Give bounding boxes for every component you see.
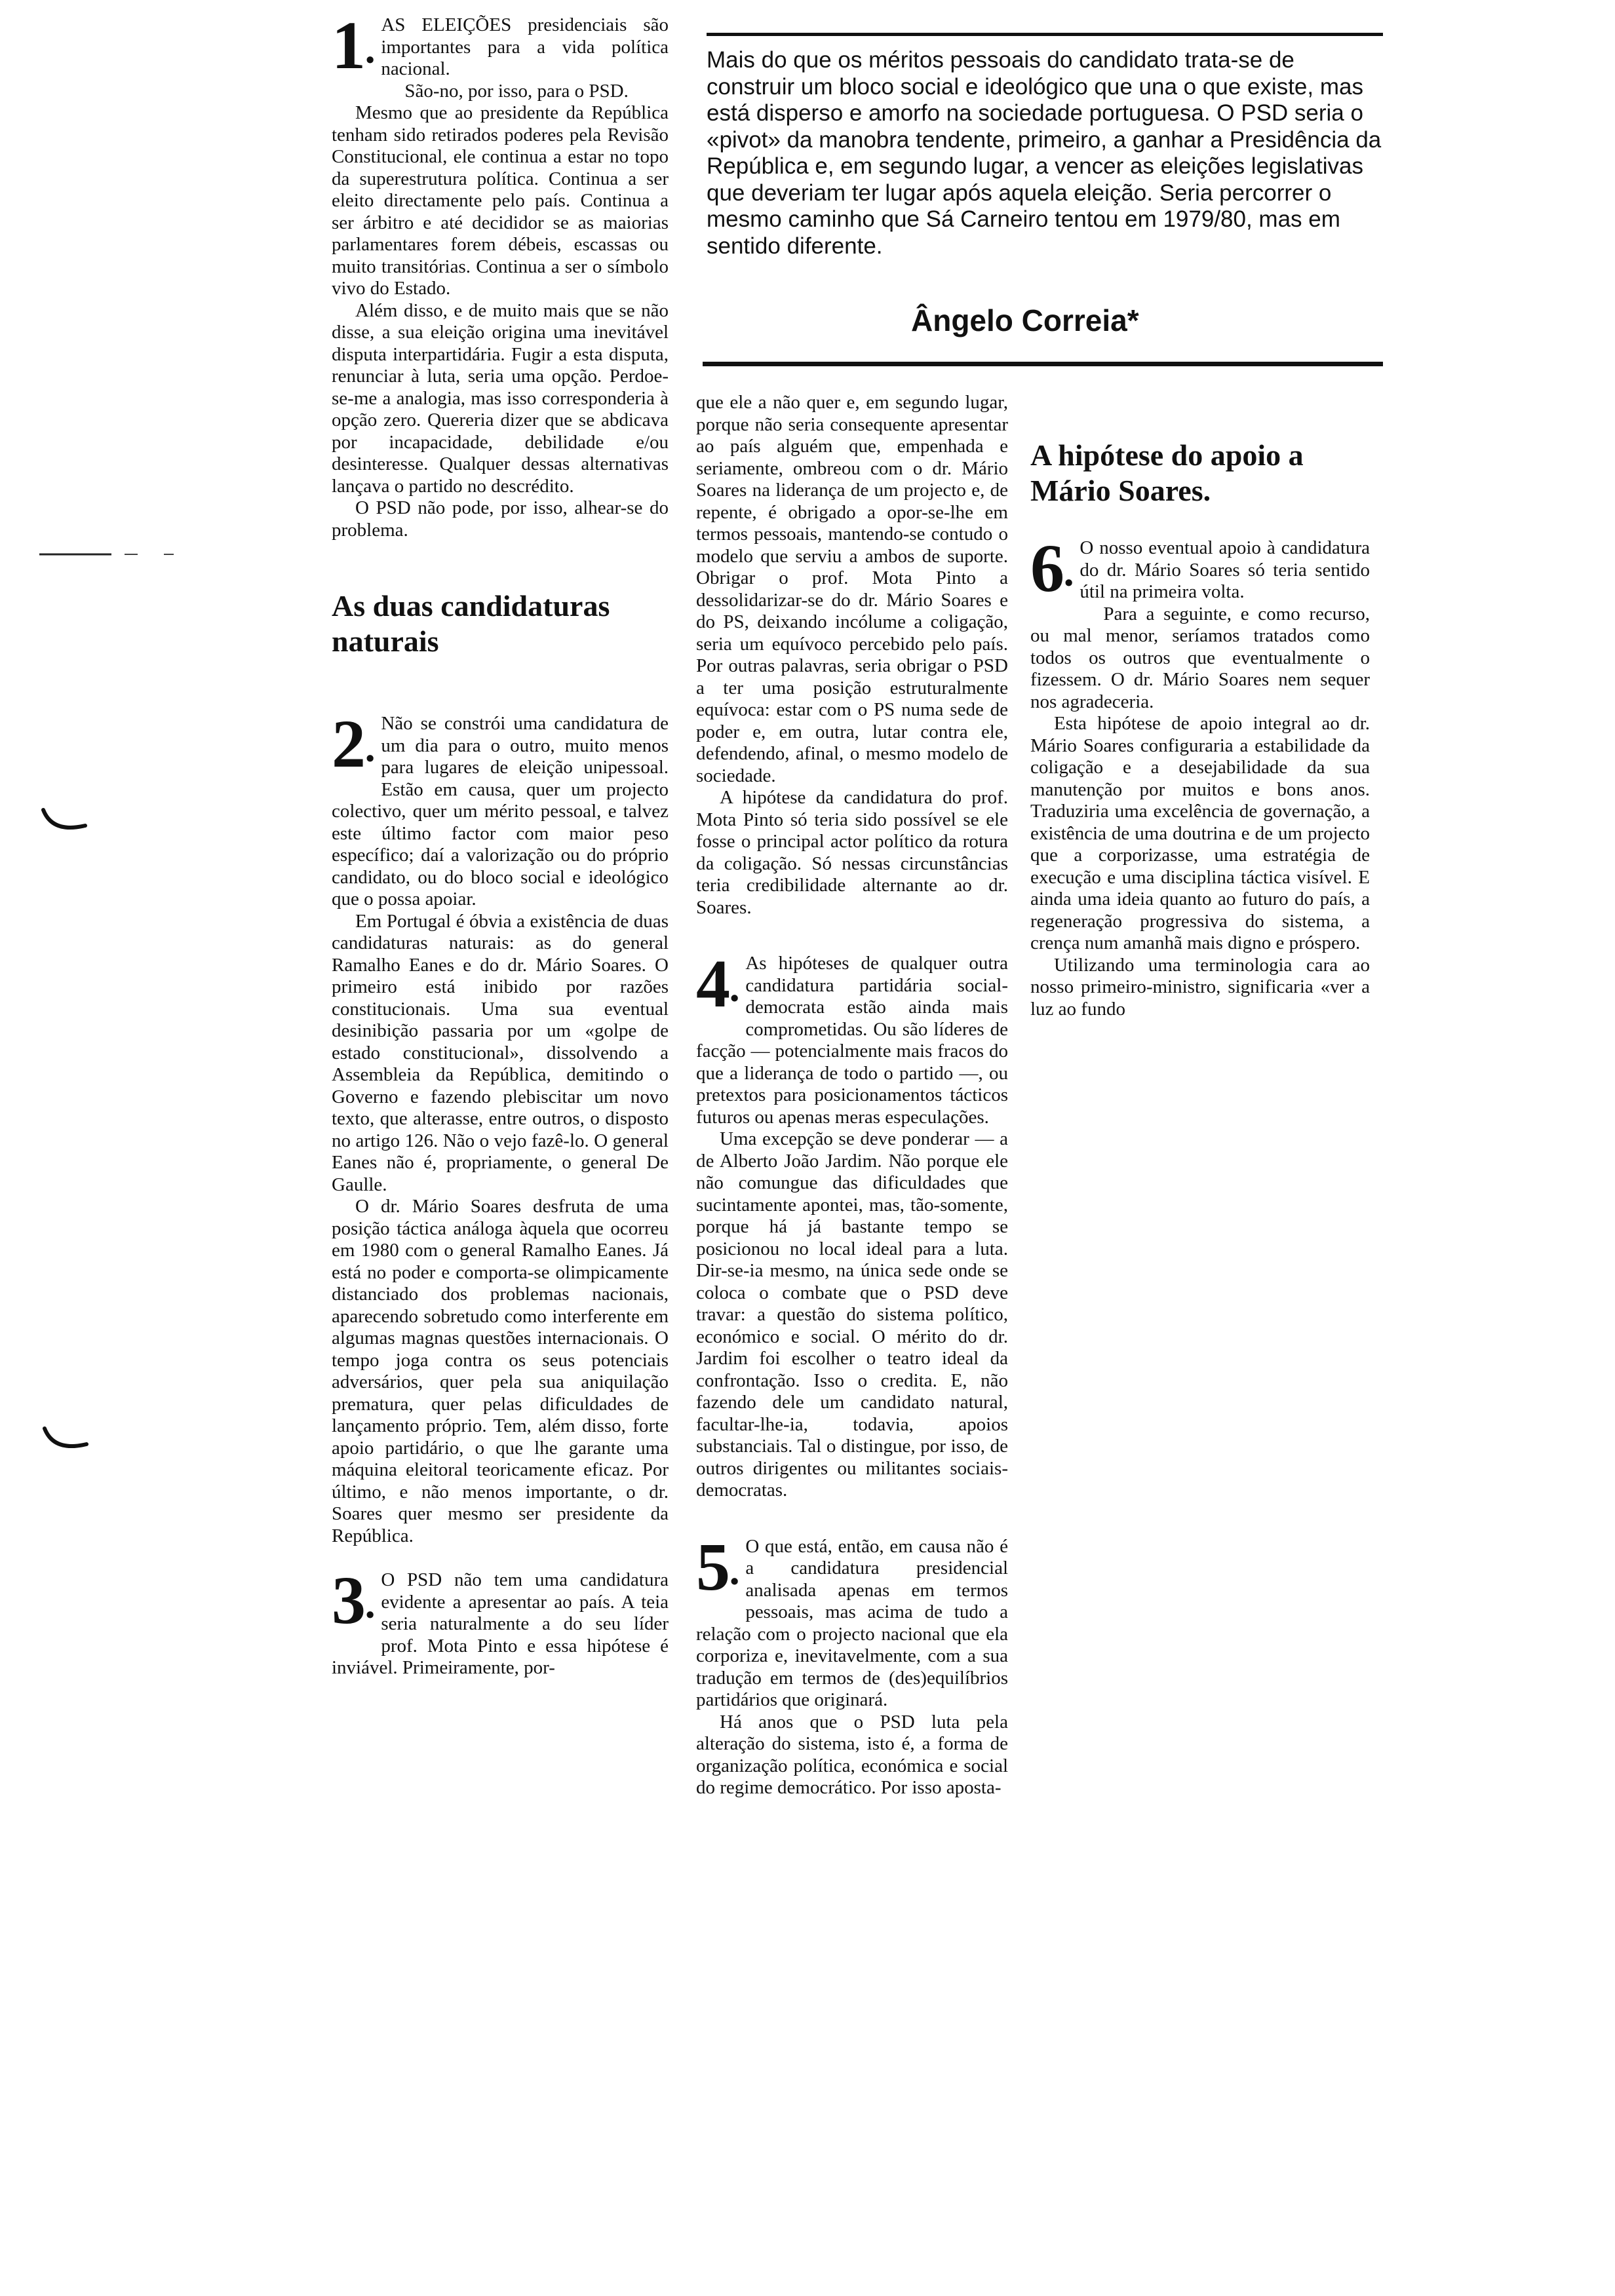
section-4 [696,946,1008,1502]
paragraph: Esta hipótese de apoio integral ao dr. Mário Soares configuraria a estabilidade da coligação e a desejabilidade da sua manutenção por muitos e bons anos. Traduziria uma excelência de governação, a existência de uma doutrina e de um projecto que a corporizasse, uma estratégia de execução e uma disciplina táctica visível. E ainda uma ideia quanto ao futuro do país, a regeneração progressiva do sistema, a crença num amanhã mais digno e próspero. [1030,713,1370,953]
paragraph: O PSD não pode, por isso, alhear-se do problema. [332,497,669,541]
section-number: 4• [696,946,739,1022]
section-number: 6• [1030,531,1074,606]
paragraph: Uma excepção se deve ponderar — a de Alberto João Jardim. Não porque ele não comungue das dificuldades que sucintamente apontei, mas, tão-somente, porque há já bastante tempo se posicionou no local ideal para a luta. Dir-se-ia mesmo, na única sede onde se coloca o combate que o PSD deve travar: a questão do sistema político, económico e social. O mérito do dr. Jardim foi escolher o teatro ideal da confrontação. Isso o credita. E, não fazendo dele um candidato natural, facultar-lhe-ia, todavia, apoios substanciais. Tal o distingue, por isso, de outros dirigentes ou militantes sociais-democratas. [696,1128,1008,1501]
paragraph: O dr. Mário Soares desfruta de uma posição táctica análoga àquela que ocorreu em 1980 com o general Ramalho Eanes. Já está no poder e comporta-se olimpicamente distanciado dos problemas nacionais, aparecendo sobretudo como interferente em algumas magnas questões internacionais. O tempo joga contra os seus potenciais adversários, quer pela sua aniquilação prematura, quer pelas dificuldades de lançamento próprio. Tem, além disso, forte apoio partidário, o que lhe garante uma máquina eleitoral teoricamente eficaz. Por último, e não menos importante, o dr. Soares quer mesmo ser presidente da República. [332,1196,669,1546]
paragraph: Mesmo que ao presidente da República tenham sido retirados poderes pela Revisão Constitucional, ele continua a estar no topo da superestrutura política. Continua a ser eleito directamente pelo país. Continua a ser árbitro e até decididor se as maiorias parlamentares forem débeis, escassas ou muito transitórias. Continua a ser o símbolo vivo do Estado. [332,102,669,299]
article-lead: Mais do que os méritos pessoais do candidato trata-se de construir um bloco social e ideológico que una o que existe, mas está disperso e amorfo na sociedade portuguesa. O PSD seria o «pivot» da manobra tendente, primeiro, a ganhar a Presidência da República e, em segundo lugar, a vencer as eleições legislativas que deveriam ter lugar após aquela eleição. Seria percorrer o mesmo caminho que Sá Carneiro tentou em 1979/80, mas em sentido diferente. [707,47,1382,259]
column-2 [696,392,1008,1799]
paragraph: As hipóteses de qualquer outra candidatura partidária social-democrata estão ainda mais comprometidas. Ou são líderes de facção — potencialmente mais fracos do que a liderança de todo o partido —, ou pretextos para posicionamentos tácticos futuros ou apenas meras especulações. [696,953,1008,1128]
paragraph: Há anos que o PSD luta pela alteração do sistema, isto é, a forma de organização política, económica e social do regime democrático. Por isso aposta- [696,1711,1008,1798]
paragraph: Para a seguinte, e como recurso, ou mal menor, seríamos tratados como todos os outros que eventualmente o fizessem. O dr. Mário Soares nem sequer nos agradeceria. [1030,603,1370,712]
section-3-start [332,1563,669,1679]
section-number: 2• [332,706,375,782]
author-byline: Ângelo Correia* [911,303,1139,337]
paragraph: São-no, por isso, para o PSD. [404,80,629,102]
margin-line-mark [39,550,197,558]
top-rule [707,33,1383,36]
section-1 [332,8,669,541]
section-5 [696,1529,1008,1799]
paragraph: Em Portugal é óbvia a existência de duas candidaturas naturais: as do general Ramalho Eanes e do dr. Mário Soares. O primeiro está inibido por razões constitucionais. Uma sua eventual desinibição passaria por um «golpe de estado constitucional», dissolvendo a Assembleia da República, demitindo o Governo e fazendo plebiscitar um novo texto, que alterasse, entre outros, o disposto no artigo 126. Não o vejo fazê-lo. O general Eanes não é, propriamente, o general De Gaulle. [332,910,669,1195]
section-number: 3• [332,1563,375,1638]
paragraph: que ele a não quer e, em segundo lugar, porque não seria consequente apresentar ao país alguém que, empenhada e seriamente, ombreou com o dr. Mário Soares na liderança de um projecto e, de repente, é obrigado a opor-se-lhe em termos pessoais, mantendo-se contudo o modelo que serviu a ambos de suporte. Obrigar o prof. Mota Pinto a dessolidarizar-se do dr. Mário Soares e do PS, deixando incólume a coligação, seria um equívoco percebido pelo país. Por outras palavras, seria obrigar o PSD a ter uma posição estruturalmente equívoca: estar com o PS numa sede de poder e, em outra, lutar contra ele, defendendo, afinal, o mesmo modelo de sociedade. [696,392,1008,786]
paragraph: AS ELEIÇÕES presidenciais são importantes para a vida política nacional. [381,14,669,79]
subhead-hipotese-apoio: A hipótese do apoio a Mário Soares. [1030,438,1304,507]
paragraph: O PSD não tem uma candidatura evidente a apresentar ao país. A teia seria naturalmente a do seu líder prof. Mota Pinto e essa hipótese é inviável. Primeiramente, por- [332,1569,669,1678]
binder-hole-mark-lower [41,1423,93,1463]
section-6 [1030,531,1370,1020]
section-2 [332,706,669,1547]
column-1 [332,8,669,1679]
section-number: 5• [696,1529,739,1605]
paragraph: Não se constrói uma candidatura de um dia para o outro, muito menos para lugares de eleição unipessoal. Estão em causa, quer um projecto colectivo, quer um mérito pessoal, e talvez este último factor com maior peso específico; daí a valorização ou do próprio candidato, ou do bloco social e ideológico que o possa apoiar. [332,713,669,909]
paragraph: Utilizando uma terminologia cara ao nosso primeiro-ministro, significaria «ver a luz ao fundo [1030,954,1370,1020]
byline-rule [703,362,1383,366]
paragraph: O nosso eventual apoio à candidatura do dr. Mário Soares só teria sentido útil na primeira volta. [1080,537,1370,602]
binder-hole-mark-upper [39,805,92,844]
paragraph: A hipótese da candidatura do prof. Mota Pinto só teria sido possível se ele fosse o principal actor político da rotura da coligação. Só nessas circunstâncias teria credibilidade alternante ao dr. Soares. [696,787,1008,918]
section-number: 1• [332,8,375,83]
column-3 [1030,401,1370,1020]
subhead-duas-candidaturas: As duas candidaturas naturais [332,589,610,658]
paragraph: O que está, então, em causa não é a candidatura presidencial analisada apenas em termos pessoais, mas acima de tudo a relação com o projecto nacional que ela corporiza e, inevitavelmente, com a sua tradução em termos de (des)equilíbrios partidários que originará. [696,1535,1008,1710]
paragraph: Além disso, e de muito mais que se não disse, a sua eleição origina uma inevitável disputa interpartidária. Fugir a esta disputa, renunciar à luta, seria uma opção. Perdoe-se-me a analogia, mas isso corresponderia à opção zero. Quereria dizer que se abdicava por incapacidade, debilidade e/ou desinteresse. Qualquer dessas alternativas lançava o partido no descrédito. [332,299,669,497]
